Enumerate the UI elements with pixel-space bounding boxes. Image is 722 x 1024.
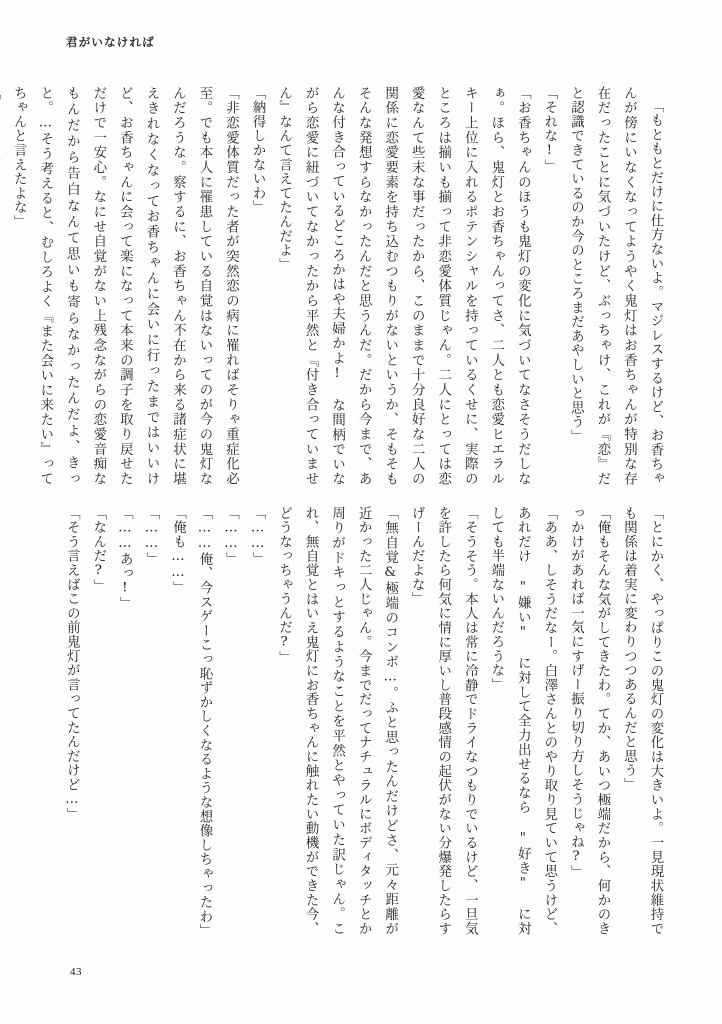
- paragraph: 「無自覚&極端のコンボ…。ふと思ったんだけどさ、元々距離が近かった二人じゃん。今までだってナチュラルにボディタッチとか周りがドキっとするようなことを平然とやっていた訳じゃん。これ、無自覚とはいえ鬼灯にお香ちゃんに触れたい動機ができた今、どうなっちゃうんだ?」: [276, 506, 398, 936]
- paragraph: 「なんだ?」: [90, 506, 106, 594]
- body-text-lower-block: [64, 506, 668, 939]
- paragraph: 「俺も……」: [170, 506, 186, 595]
- paragraph: 「納得しかないわ」: [250, 86, 266, 215]
- running-header: 君がいなければ: [66, 35, 155, 49]
- paragraph: 「お香ちゃんのほうも鬼灯の変化に気づいてなさそうだしなぁ。ほら、鬼灯とお香ちゃんってさ、二人とも恋愛ヒエラルキー上位に入れるポテンシャルを持っているくせに、実際のところは揃いも揃って非恋愛体質じゃん。二人にとっては恋愛なんて些末な事だったから、このままで十分良好な二人の関係に恋愛要素を持ち込むつもりがないというか、そもそもそんな発想すらなかったんだと思うんだ。だから今まで、あんな付き合っているどころかはや夫婦かよ! な間柄でいながら恋愛に紐づいてなかったから平然と『付き合っていません』なんて言えてたんだよ」: [276, 86, 531, 486]
- paragraph: 「そう言えばこの前鬼灯が言ってたんだけど…」: [64, 506, 80, 823]
- paragraph: 「非恋愛体質だった者が突然恋の病に罹ればそりゃ重症化必至。でも本人に罹患している自覚はないってのが今の鬼灯なんだろうな。察するに、お香ちゃん不在から来る諸症状に堪えきれなくなってお香ちゃんに会いに行ったまではいいけど、お香ちゃんに会って楽になって本来の調子を取り戻せただけで一安心。なにせ自覚がない上残念ながらの恋愛音痴なもんだから告白なんて思いも寄らなかったんだよ、きっと。…そう考えると、むしろよく『また会いに来たい』ってちゃんと言えたよな」: [11, 86, 239, 486]
- paragraph: 「……あっ!」: [117, 506, 133, 611]
- paragraph: 「……」: [143, 506, 159, 567]
- page-number: 43: [70, 966, 82, 978]
- paragraph: 「そうそう。本人は常に冷静でドライなつもりでいるけど、一旦気を許したら何気に情に厚いし普段感情の起伏がない分爆発したらすげーんだよな」: [409, 506, 478, 936]
- paragraph: 「ああ、しそうだなー。白澤さんとのやり取り見ていて思うけど、あれだけ "嫌い" に対して全力出せるなら "好き" に対しても半端ないんだろうな」: [488, 506, 557, 936]
- paragraph: 「もともとだけに仕方ないよ。マジレスするけど、お香ちゃんが傍にいなくなってようやく鬼灯はお香ちゃんが特別な存在だったことに気づいたけど、ぶっちゃけ、これが『恋』だと認識できているのか今のところまだあやしいと思う」: [568, 86, 663, 486]
- body-text-upper-block: [11, 86, 668, 486]
- paragraph: [0, 86, 5, 486]
- paragraph: 「とにかく、やっぱりこの鬼灯の変化は大きいよ。一見現状維持でも関係は着実に変わりつつあるんだと思う」: [621, 506, 663, 936]
- paragraph: 「……俺、今スゲーこっ恥ずかしくなるような想像しちゃったわ」: [196, 506, 212, 939]
- paragraph: 「俺もそんな気がしてきたわ。てか、あいつ極端だから、何かのきっかけがあれば一気にすげー振り切り方しそうじゃね?」: [568, 506, 610, 936]
- paragraph: 「それな!」: [541, 86, 557, 174]
- paragraph: 「……」: [223, 506, 239, 567]
- paragraph: 「……」: [250, 506, 266, 567]
